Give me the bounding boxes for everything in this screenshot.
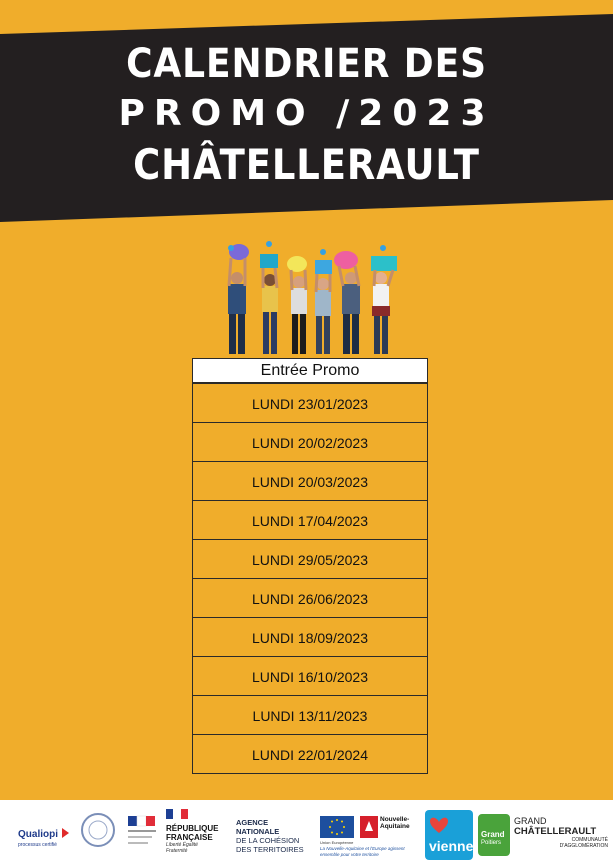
agence-cohesion-territoires-logo [236,818,314,854]
agence-line-4: DES TERRITOIRES [236,845,304,854]
grand-chatellerault-logo [514,816,610,849]
grand-poitiers-line-2: Poitiers [481,840,502,846]
republique-line-2: FRANÇAISE [166,833,213,842]
agence-line-3: DE LA COHÉSION [236,836,300,845]
table-row: LUNDI 17/04/2023 [193,500,427,539]
eu-flag-icon [320,816,354,838]
agence-line-1: AGENCE [236,818,269,827]
qualiopi-subtitle: processus certifié [18,842,57,848]
gc-line-1: GRAND [514,816,547,826]
people-with-speech-bubbles-illustration [215,240,405,358]
table-row: LUNDI 20/02/2023 [193,422,427,461]
vienne-department-logo [425,810,473,860]
gc-line-2: CHÂTELLERAULT [514,826,597,837]
region-line-1: Nouvelle- [380,816,410,823]
vienne-label: vienne [429,838,474,854]
qualiopi-name: Qualiopi [18,829,58,840]
prefecture-marianne-icon [124,812,160,852]
qualiopi-logo [18,824,69,848]
table-header: Entrée Promo [193,359,427,383]
title-line-1: CALENDRIER DES [126,41,487,87]
table-row: LUNDI 16/10/2023 [193,656,427,695]
poster-title [0,41,613,189]
table-row: LUNDI 18/09/2023 [193,617,427,656]
table-row: LUNDI 23/01/2023 [193,383,427,422]
promo-dates-table [192,358,428,774]
table-row: LUNDI 20/03/2023 [193,461,427,500]
french-flag-icon [166,809,188,819]
agence-line-2: NATIONALE [236,827,280,836]
region-line-2: Aquitaine [380,823,410,830]
eu-region-slogan: La Nouvelle-Aquitaine et l'Europe agissent ensemble pour votre territoire [320,846,405,857]
partner-logos-footer [0,800,613,867]
nouvelle-aquitaine-lion-icon [360,816,378,838]
grand-poitiers-line-1: Grand [481,830,505,839]
eu-tag: Union Européenne [320,840,354,845]
table-row: LUNDI 29/05/2023 [193,539,427,578]
table-row: LUNDI 26/06/2023 [193,578,427,617]
certification-seal-icon [80,812,116,848]
grand-poitiers-logo [478,814,510,856]
title-line-2: PROMO /2023 [118,93,495,134]
republique-francaise-logo [166,806,226,854]
republique-motto: Liberté Égalité Fraternité [166,842,198,854]
table-row: LUNDI 22/01/2024 [193,734,427,773]
vienne-heart-icon [429,816,449,834]
gc-line-3: COMMUNAUTÉ [571,837,608,843]
table-row: LUNDI 13/11/2023 [193,695,427,734]
nouvelle-aquitaine-logo [380,816,410,830]
gc-line-4: D'AGGLOMÉRATION [559,843,608,849]
qualiopi-arrow-icon [62,828,69,838]
republique-line-1: RÉPUBLIQUE [166,824,219,833]
title-line-3: CHÂTELLERAULT [133,140,480,189]
